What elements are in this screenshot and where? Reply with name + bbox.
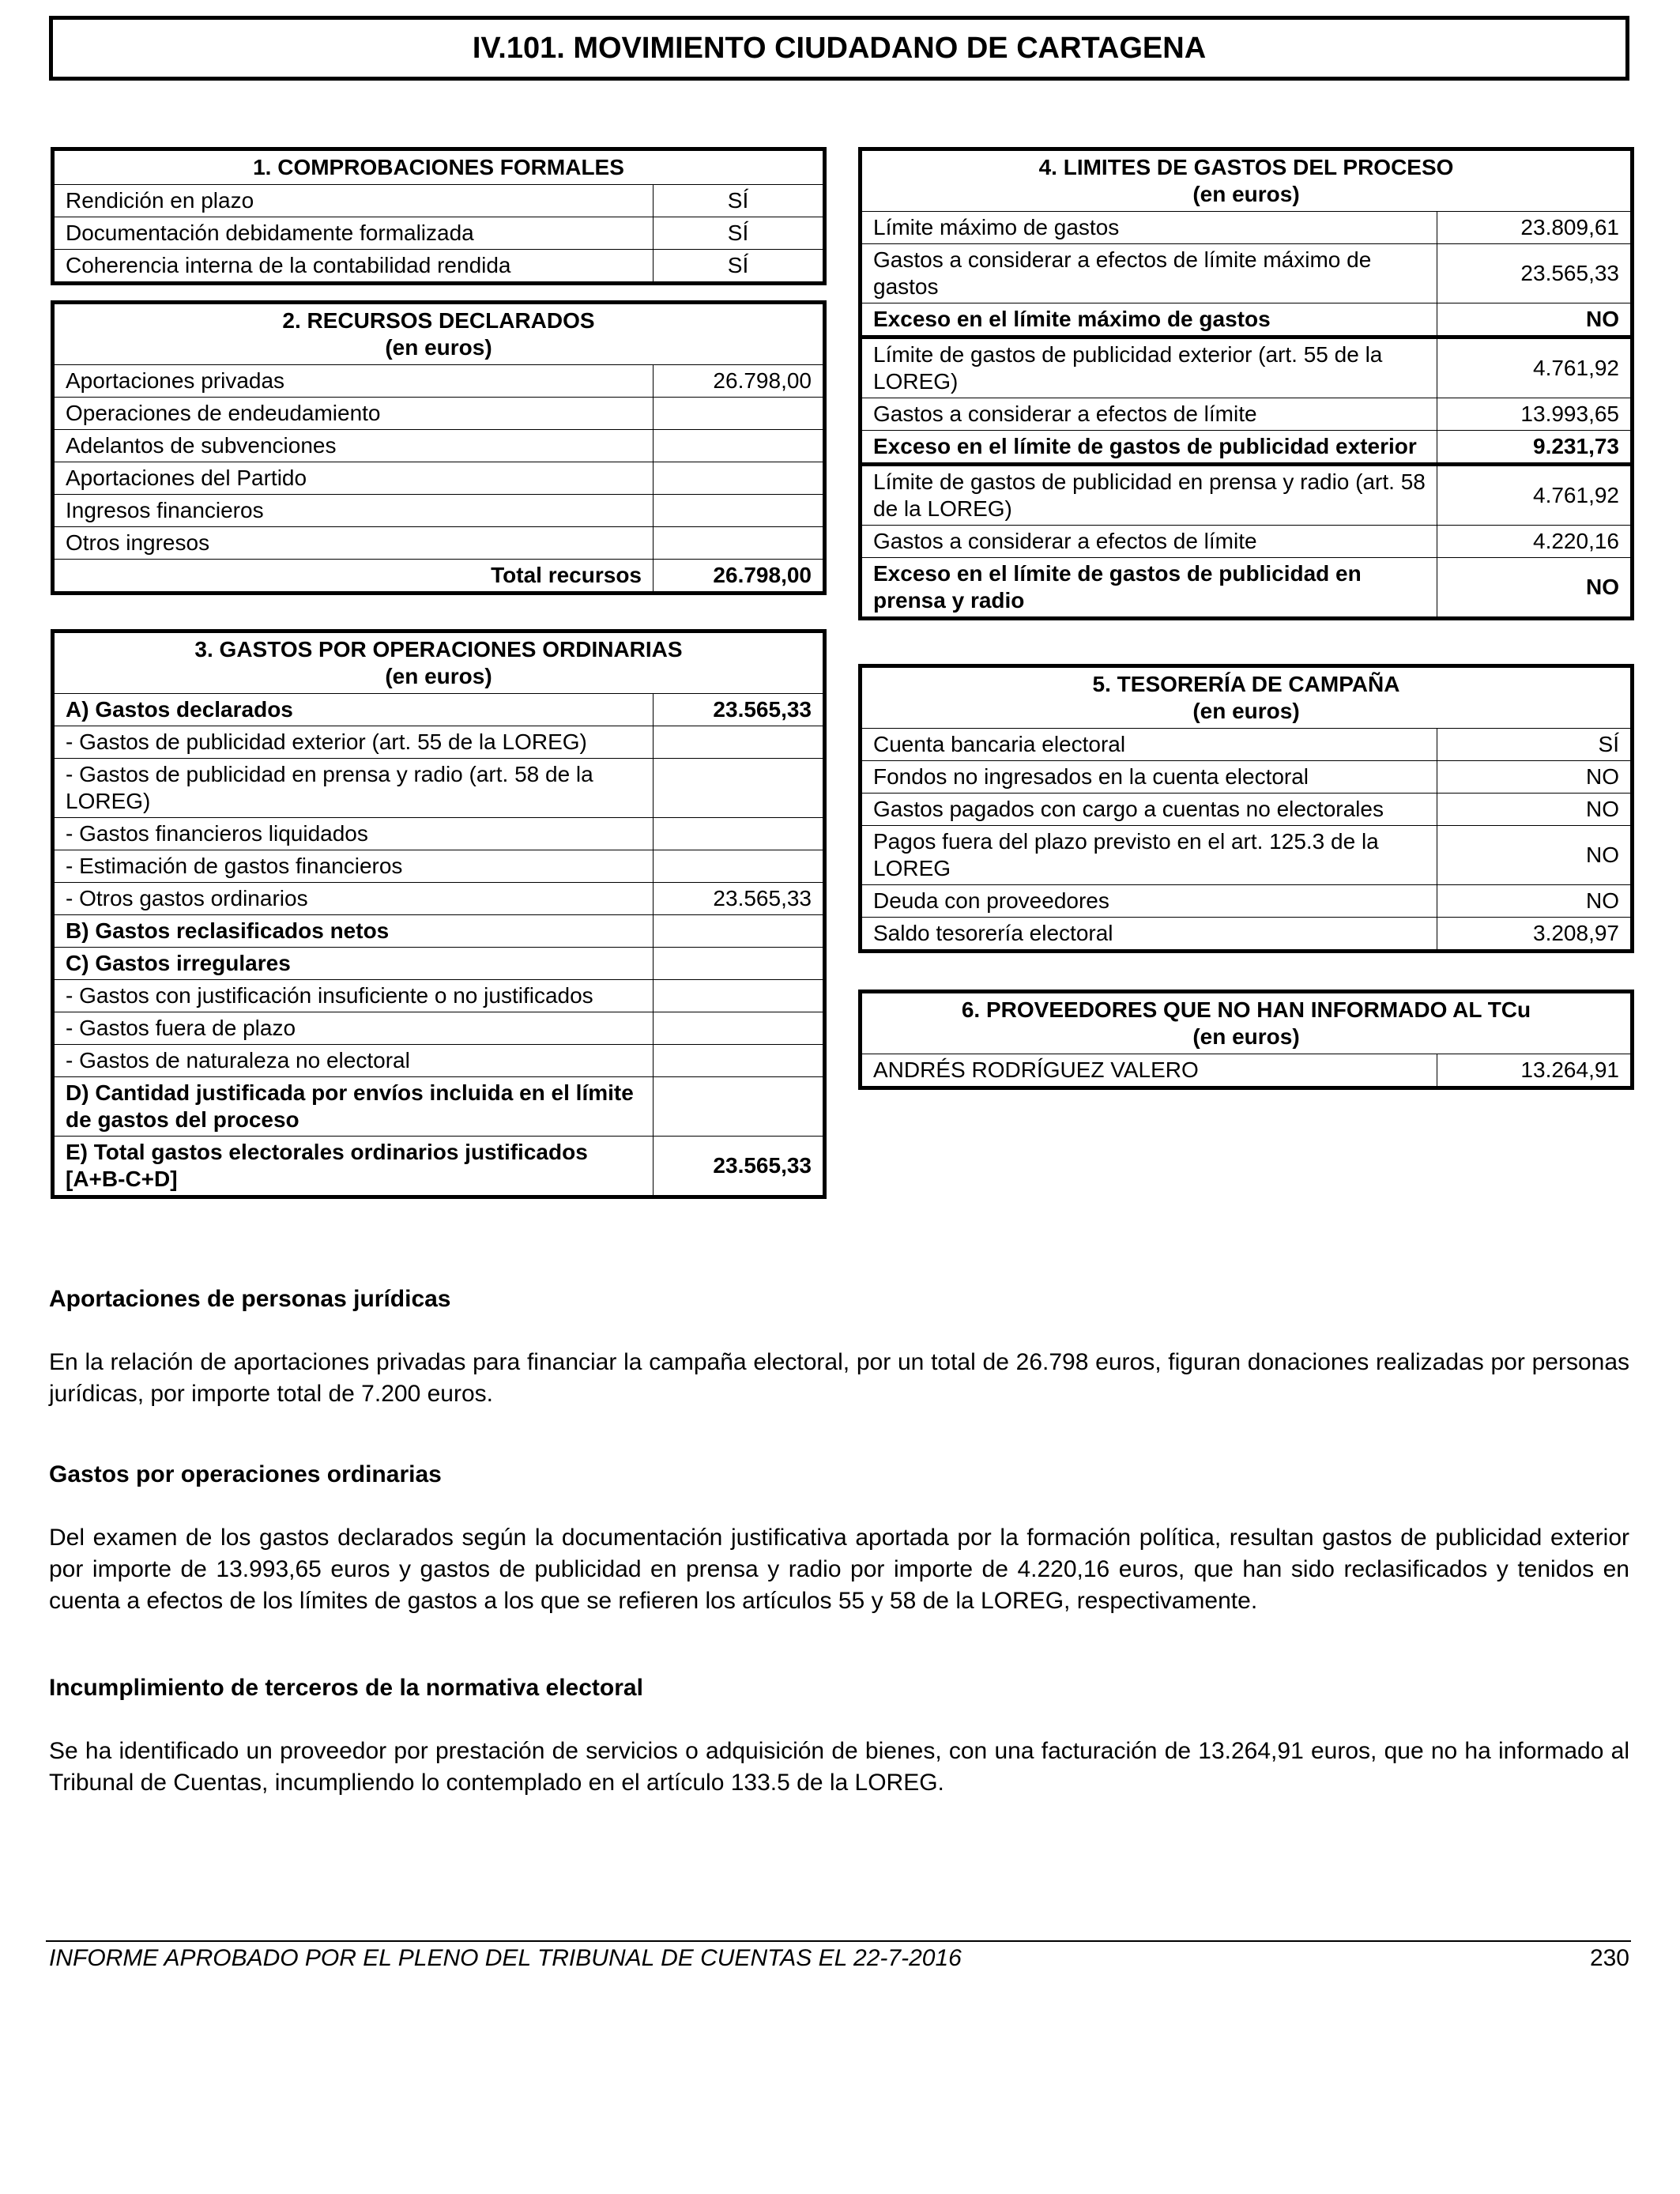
table-row: - Estimación de gastos financieros	[53, 850, 825, 883]
table-row: - Gastos de naturaleza no electoral	[53, 1045, 825, 1077]
table-row: C) Gastos irregulares	[53, 948, 825, 980]
section-text: En la relación de aportaciones privadas para financiar la campaña electoral, por un total de 26.798 euros, figuran donaciones realizadas por personas jurídicas, por importe total de 7.200 euros.	[49, 1349, 1629, 1407]
table-row: Documentación debidamente formalizada SÍ	[53, 217, 825, 250]
table-row: - Gastos con justificación insuficiente o no justificados	[53, 980, 825, 1012]
table-row: Coherencia interna de la contabilidad rendida SÍ	[53, 250, 825, 284]
table-row: Exceso en el límite de gastos de publicidad en prensa y radio NO	[861, 558, 1633, 619]
providers-table	[858, 990, 1634, 1090]
declared-resources-table	[51, 300, 827, 595]
section-third-party-noncompliance	[49, 1672, 1629, 1799]
page-title: IV.101. MOVIMIENTO CIUDADANO DE CARTAGENA	[49, 16, 1629, 81]
table-row: E) Total gastos electorales ordinarios justificados [A+B-C+D] 23.565,33	[53, 1137, 825, 1197]
section-heading: Gastos por operaciones ordinarias	[49, 1461, 442, 1487]
footer-divider	[46, 1940, 1631, 1942]
table-row: - Otros gastos ordinarios 23.565,33	[53, 883, 825, 915]
table-row: Gastos a considerar a efectos de límite 13.993,65	[861, 398, 1633, 431]
table-row: Gastos pagados con cargo a cuentas no electorales NO	[861, 794, 1633, 826]
table-row: B) Gastos reclasificados netos	[53, 915, 825, 948]
page-number: 230	[1589, 1945, 1629, 1971]
section-text: Se ha identificado un proveedor por prestación de servicios o adquisición de bienes, con una facturación de 13.264,91 euros, que no ha informado al Tribunal de Cuentas, incumpliendo lo contemplado en el artículo 133.5 de la LOREG.	[49, 1738, 1629, 1796]
table-row: Saldo tesorería electoral 3.208,97	[861, 918, 1633, 952]
table-row: Cuenta bancaria electoral SÍ	[861, 729, 1633, 761]
table-row: Otros ingresos	[53, 527, 825, 560]
table-row: Gastos a considerar a efectos de límite máximo de gastos 23.565,33	[861, 244, 1633, 303]
table-row: Aportaciones del Partido	[53, 462, 825, 495]
table-row: Aportaciones privadas 26.798,00	[53, 365, 825, 398]
table-row: - Gastos de publicidad exterior (art. 55 de la LOREG)	[53, 726, 825, 759]
table-row: Ingresos financieros	[53, 495, 825, 527]
section-text: Del examen de los gastos declarados según la documentación justificativa aportada por la formación política, resultan gastos de publicidad exterior por importe de 13.993,65 euros y gastos de publicidad en prensa y radio por importe de 4.220,16 euros, que han sido reclasificados y tenidos en cuenta a efectos de los límites de gastos a los que se refieren los artículos 55 y 58 de la LOREG, respectivamente.	[49, 1525, 1629, 1614]
table-row: - Gastos fuera de plazo	[53, 1012, 825, 1045]
table-row: Límite de gastos de publicidad en prensa y radio (art. 58 de la LOREG) 4.761,92	[861, 465, 1633, 526]
expense-limits-table	[858, 147, 1634, 620]
table-row: Exceso en el límite máximo de gastos NO	[861, 303, 1633, 337]
table-row: A) Gastos declarados 23.565,33	[53, 694, 825, 726]
ordinary-expenses-table	[51, 629, 827, 1199]
table-title: 1. COMPROBACIONES FORMALES	[53, 149, 825, 185]
table-row: Pagos fuera del plazo previsto en el art. 125.3 de la LOREG NO	[861, 826, 1633, 885]
section-legal-entities	[49, 1284, 1629, 1410]
table-title: 5. TESORERÍA DE CAMPAÑA (en euros)	[861, 666, 1633, 729]
table-row: Adelantos de subvenciones	[53, 430, 825, 462]
table-row: ANDRÉS RODRÍGUEZ VALERO 13.264,91	[861, 1054, 1633, 1088]
section-ordinary-expenses	[49, 1459, 1629, 1617]
section-heading: Aportaciones de personas jurídicas	[49, 1286, 451, 1312]
table-title: 6. PROVEEDORES QUE NO HAN INFORMADO AL TCu (en euros)	[861, 992, 1633, 1054]
section-heading: Incumplimiento de terceros de la normativa electoral	[49, 1675, 643, 1701]
table-row: Deuda con proveedores NO	[861, 885, 1633, 918]
campaign-treasury-table	[858, 664, 1634, 953]
table-row: Fondos no ingresados en la cuenta electoral NO	[861, 761, 1633, 794]
footer-text: INFORME APROBADO POR EL PLENO DEL TRIBUNAL DE CUENTAS EL 22-7-2016	[49, 1945, 962, 1971]
table-row: Operaciones de endeudamiento	[53, 398, 825, 430]
table-row: Gastos a considerar a efectos de límite 4.220,16	[861, 526, 1633, 558]
table-row: Límite de gastos de publicidad exterior (art. 55 de la LOREG) 4.761,92	[861, 337, 1633, 398]
formal-checks-table	[51, 147, 827, 285]
table-row: Límite máximo de gastos 23.809,61	[861, 212, 1633, 244]
table-row: - Gastos financieros liquidados	[53, 818, 825, 850]
table-row: Rendición en plazo SÍ	[53, 185, 825, 217]
table-title: 4. LIMITES DE GASTOS DEL PROCESO (en euros)	[861, 149, 1633, 212]
table-title: 2. RECURSOS DECLARADOS (en euros)	[53, 303, 825, 365]
table-row: D) Cantidad justificada por envíos incluida en el límite de gastos del proceso	[53, 1077, 825, 1137]
table-title: 3. GASTOS POR OPERACIONES ORDINARIAS (en euros)	[53, 631, 825, 694]
total-row: Total recursos 26.798,00	[53, 560, 825, 594]
table-row: Exceso en el límite de gastos de publicidad exterior 9.231,73	[861, 431, 1633, 465]
table-row: - Gastos de publicidad en prensa y radio (art. 58 de la LOREG)	[53, 759, 825, 818]
